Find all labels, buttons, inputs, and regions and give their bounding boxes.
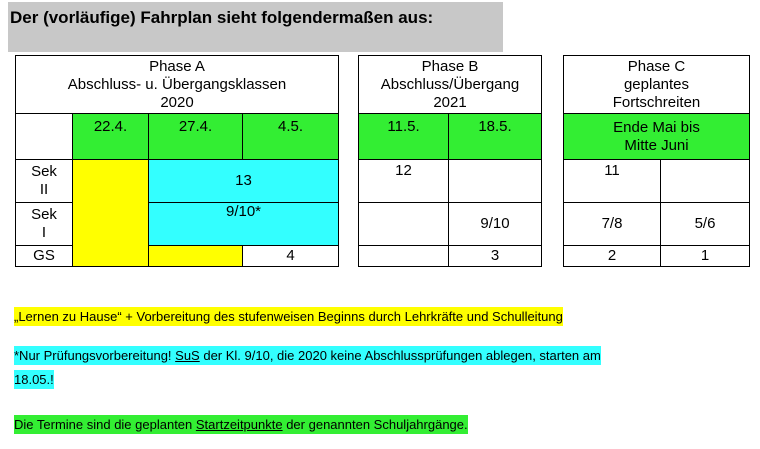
phase-c-date-line1: Ende Mai bis	[613, 118, 700, 136]
phase-c-subtitle2: Fortschreiten	[612, 93, 701, 111]
phase-b-header	[359, 56, 542, 114]
phase-b-date-2: 18.5.	[449, 114, 542, 160]
phase-b-year: 2021	[433, 93, 467, 111]
note-green-part1: Die Termine sind die geplanten	[14, 417, 196, 432]
note-green	[14, 413, 468, 437]
note-green-underlined: Startzeitpunkte	[195, 417, 283, 432]
phase-a-header	[16, 56, 339, 114]
phase-c-subtitle: geplantes	[623, 75, 690, 93]
row-label-sek1-line2: I	[41, 224, 47, 241]
phase-c-date-range	[564, 114, 750, 160]
phase-a-date-1: 22.4.	[73, 114, 149, 160]
phase-a-subtitle: Abschluss- u. Übergangsklassen	[67, 75, 287, 93]
row-label-sek1	[16, 203, 73, 246]
phase-b-sek2-empty	[449, 160, 542, 203]
phase-b-gs-value: 3	[449, 246, 542, 267]
page-heading: Der (vorläufige) Fahrplan sieht folgendermaßen aus:	[8, 2, 503, 52]
phase-c-title: Phase C	[627, 57, 686, 75]
phase-a-gs-value: 4	[243, 246, 339, 267]
note-cyan	[14, 344, 601, 392]
phase-c-header	[564, 56, 750, 114]
note-cyan-part1: *Nur Prüfungsvorbereitung!	[14, 348, 176, 363]
phase-a-sek2-value: 13	[149, 160, 339, 203]
note-cyan-line2: 18.05.!	[14, 372, 54, 387]
phase-c-sek1-value-b: 5/6	[661, 203, 750, 246]
phase-b-date-1: 11.5.	[359, 114, 449, 160]
phase-c-sek2-value: 11	[564, 160, 661, 203]
phase-c-sek1-value-a: 7/8	[564, 203, 661, 246]
row-label-sek1-line1: Sek	[31, 206, 57, 223]
phase-a-date-2: 27.4.	[149, 114, 243, 160]
phase-b-table	[358, 55, 542, 267]
phase-a-year: 2020	[160, 93, 194, 111]
phase-a-table	[15, 55, 339, 267]
phase-b-sek1-value: 9/10	[449, 203, 542, 246]
phase-b-subtitle: Abschluss/Übergang	[380, 75, 520, 93]
phase-a-corner-cell	[16, 114, 73, 160]
phase-c-date-line2: Mitte Juni	[624, 136, 689, 154]
phase-c-gs-value-a: 2	[564, 246, 661, 267]
phase-c-gs-value-b: 1	[661, 246, 750, 267]
row-label-sek2-line2: II	[39, 181, 49, 198]
note-cyan-part2: der Kl. 9/10, die 2020 keine Abschlussprüfungen ablegen, starten am	[199, 348, 601, 363]
phase-a-yellow-block	[73, 160, 149, 267]
note-green-part2: der genannten Schuljahrgänge.	[282, 417, 468, 432]
row-label-sek2	[16, 160, 73, 203]
note-yellow-text: „Lernen zu Hause“ + Vorbereitung des stufenweisen Beginns durch Lehrkräfte und Schulleitung	[14, 309, 563, 324]
phase-b-sek2-value: 12	[359, 160, 449, 203]
phase-b-gs-empty	[359, 246, 449, 267]
phase-a-title: Phase A	[149, 57, 205, 75]
phase-a-sek1-value: 9/10*	[149, 203, 339, 246]
row-label-gs: GS	[16, 246, 73, 267]
phase-b-title: Phase B	[421, 57, 479, 75]
phase-c-table	[563, 55, 750, 267]
phase-b-sek1-empty	[359, 203, 449, 246]
note-yellow	[14, 305, 563, 329]
phase-a-date-3: 4.5.	[243, 114, 339, 160]
row-label-sek2-line1: Sek	[31, 163, 57, 180]
phase-c-sek2-empty	[661, 160, 750, 203]
note-cyan-underlined: SuS	[175, 348, 200, 363]
phase-a-gs-yellow	[149, 246, 243, 267]
